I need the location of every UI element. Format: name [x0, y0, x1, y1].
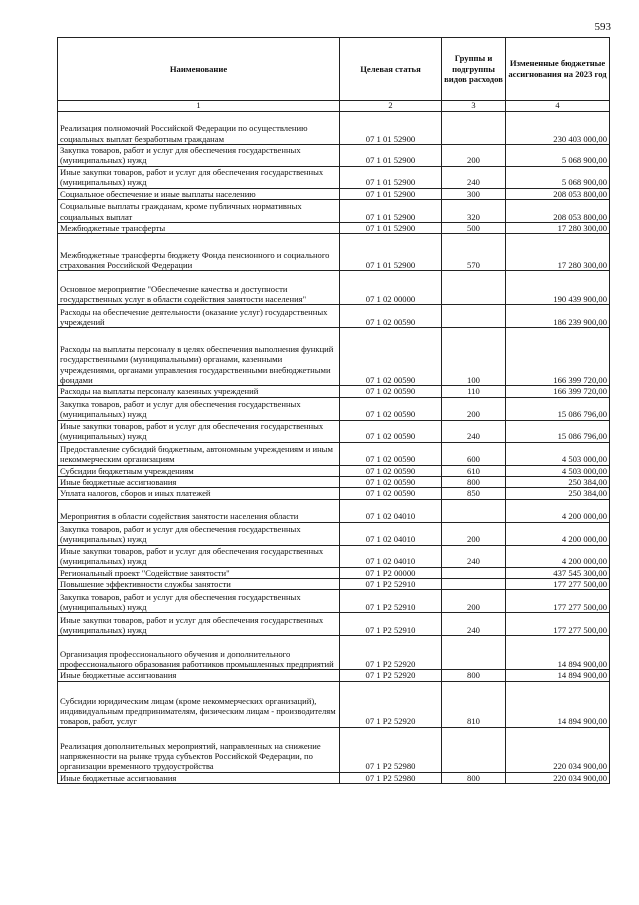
row-target-code: 07 1 02 04010 — [340, 499, 442, 522]
row-amount: 177 277 500,00 — [506, 590, 610, 613]
table-row — [58, 636, 610, 670]
row-name: Иные бюджетные ассигнования — [58, 670, 340, 681]
row-amount: 4 503 000,00 — [506, 465, 610, 476]
row-expense-group: 800 — [442, 670, 506, 681]
row-expense-group: 240 — [442, 613, 506, 636]
table-row — [58, 145, 610, 167]
column-number: 1 — [58, 101, 340, 112]
row-target-code: 07 1 02 00590 — [340, 305, 442, 328]
row-expense-group: 850 — [442, 488, 506, 499]
row-amount: 15 086 796,00 — [506, 420, 610, 442]
table-row — [58, 499, 610, 522]
table-row — [58, 567, 610, 578]
table-row — [58, 522, 610, 545]
table-row — [58, 328, 610, 386]
row-amount: 5 068 900,00 — [506, 166, 610, 188]
row-name: Субсидии юридическим лицам (кроме некоммерческих организаций), индивидуальным предпринимателям, физическим лицам - производителям товаров, работ, услуг — [58, 681, 340, 727]
row-amount: 230 403 000,00 — [506, 112, 610, 145]
table-row — [58, 465, 610, 476]
row-amount: 220 034 900,00 — [506, 772, 610, 783]
row-expense-group: 240 — [442, 545, 506, 567]
row-name: Мероприятия в области содействия занятости населения области — [58, 499, 340, 522]
row-amount: 17 280 300,00 — [506, 223, 610, 234]
row-target-code: 07 1 01 52900 — [340, 223, 442, 234]
row-name: Закупка товаров, работ и услуг для обеспечения государственных (муниципальных) нужд — [58, 145, 340, 167]
row-target-code: 07 1 02 00590 — [340, 488, 442, 499]
row-name: Иные закупки товаров, работ и услуг для обеспечения государственных (муниципальных) нужд — [58, 613, 340, 636]
row-target-code: 07 1 01 52900 — [340, 166, 442, 188]
table-row — [58, 442, 610, 465]
row-amount: 5 068 900,00 — [506, 145, 610, 167]
row-expense-group: 200 — [442, 590, 506, 613]
row-name: Субсидии бюджетным учреждениям — [58, 465, 340, 476]
row-amount: 4 200 000,00 — [506, 522, 610, 545]
row-target-code: 07 1 02 00590 — [340, 397, 442, 420]
row-expense-group: 600 — [442, 442, 506, 465]
row-target-code: 07 1 01 52900 — [340, 188, 442, 199]
row-target-code: 07 1 02 00590 — [340, 328, 442, 386]
row-name: Социальное обеспечение и иные выплаты населению — [58, 188, 340, 199]
row-name: Расходы на выплаты персоналу в целях обеспечения выполнения функций государственными (муниципальными) органами, казенными учреждениями, органами управления государственными внебюджетными фондами — [58, 328, 340, 386]
row-target-code: 07 1 01 52900 — [340, 234, 442, 271]
row-target-code: 07 1 01 52900 — [340, 200, 442, 223]
row-name: Закупка товаров, работ и услуг для обеспечения государственных (муниципальных) нужд — [58, 397, 340, 420]
table-row — [58, 386, 610, 397]
row-name: Социальные выплаты гражданам, кроме публичных нормативных социальных выплат — [58, 200, 340, 223]
row-name: Межбюджетные трансферты бюджету Фонда пенсионного и социального страхования Российской Федерации — [58, 234, 340, 271]
row-amount: 4 200 000,00 — [506, 499, 610, 522]
row-amount: 15 086 796,00 — [506, 397, 610, 420]
row-target-code: 07 1 P2 52980 — [340, 727, 442, 772]
table-row — [58, 578, 610, 589]
row-expense-group: 800 — [442, 476, 506, 487]
row-amount: 208 053 800,00 — [506, 188, 610, 199]
table-row — [58, 727, 610, 772]
row-target-code: 07 1 P2 52980 — [340, 772, 442, 783]
row-name: Повышение эффективности службы занятости — [58, 578, 340, 589]
row-target-code: 07 1 02 04010 — [340, 545, 442, 567]
row-name: Расходы на выплаты персоналу казенных учреждений — [58, 386, 340, 397]
row-expense-group — [442, 499, 506, 522]
row-name: Иные закупки товаров, работ и услуг для обеспечения государственных (муниципальных) нужд — [58, 420, 340, 442]
table-row — [58, 223, 610, 234]
row-amount: 166 399 720,00 — [506, 386, 610, 397]
table-row — [58, 112, 610, 145]
row-target-code: 07 1 P2 52920 — [340, 681, 442, 727]
row-amount: 177 277 500,00 — [506, 578, 610, 589]
row-amount: 186 239 900,00 — [506, 305, 610, 328]
table-row — [58, 234, 610, 271]
table-row — [58, 488, 610, 499]
row-amount: 177 277 500,00 — [506, 613, 610, 636]
row-expense-group: 500 — [442, 223, 506, 234]
header-name: Наименование — [58, 38, 340, 101]
row-name: Иные бюджетные ассигнования — [58, 772, 340, 783]
row-amount: 208 053 800,00 — [506, 200, 610, 223]
row-target-code: 07 1 P2 52910 — [340, 613, 442, 636]
row-target-code: 07 1 02 00590 — [340, 386, 442, 397]
table-row — [58, 476, 610, 487]
row-amount: 166 399 720,00 — [506, 328, 610, 386]
header-groups: Группы и подгруппы видов расходов — [442, 38, 506, 101]
header-code: Целевая статья — [340, 38, 442, 101]
table-row — [58, 305, 610, 328]
row-expense-group — [442, 271, 506, 305]
row-expense-group: 200 — [442, 522, 506, 545]
row-name: Иные бюджетные ассигнования — [58, 476, 340, 487]
row-expense-group: 110 — [442, 386, 506, 397]
table-row — [58, 545, 610, 567]
table-row — [58, 590, 610, 613]
column-number: 4 — [506, 101, 610, 112]
row-target-code: 07 1 02 04010 — [340, 522, 442, 545]
row-target-code: 07 1 01 52900 — [340, 112, 442, 145]
table-row — [58, 166, 610, 188]
row-name: Иные закупки товаров, работ и услуг для обеспечения государственных (муниципальных) нужд — [58, 545, 340, 567]
row-expense-group — [442, 578, 506, 589]
row-expense-group: 320 — [442, 200, 506, 223]
row-name: Организация профессионального обучения и дополнительного профессионального образования работников промышленных предприятий — [58, 636, 340, 670]
table-row — [58, 397, 610, 420]
row-name: Расходы на обеспечение деятельности (оказание услуг) государственных учреждений — [58, 305, 340, 328]
table-row — [58, 613, 610, 636]
row-expense-group: 570 — [442, 234, 506, 271]
table-row — [58, 420, 610, 442]
page-number: 593 — [594, 21, 611, 33]
table-row — [58, 681, 610, 727]
row-name: Уплата налогов, сборов и иных платежей — [58, 488, 340, 499]
header-amount: Измененные бюджетные ассигнования на 2023 год — [506, 38, 610, 101]
row-target-code: 07 1 02 00590 — [340, 465, 442, 476]
row-expense-group: 810 — [442, 681, 506, 727]
column-number: 3 — [442, 101, 506, 112]
column-number: 2 — [340, 101, 442, 112]
row-target-code: 07 1 02 00590 — [340, 476, 442, 487]
row-amount: 17 280 300,00 — [506, 234, 610, 271]
row-name: Закупка товаров, работ и услуг для обеспечения государственных (муниципальных) нужд — [58, 590, 340, 613]
table-row — [58, 772, 610, 783]
row-target-code: 07 1 01 52900 — [340, 145, 442, 167]
row-amount: 14 894 900,00 — [506, 636, 610, 670]
row-amount: 437 545 300,00 — [506, 567, 610, 578]
row-name: Реализация полномочий Российской Федерации по осуществлению социальных выплат безработным гражданам — [58, 112, 340, 145]
row-amount: 250 384,00 — [506, 476, 610, 487]
row-name: Иные закупки товаров, работ и услуг для обеспечения государственных (муниципальных) нужд — [58, 166, 340, 188]
row-name: Предоставление субсидий бюджетным, автономным учреждениям и иным некоммерческим организациям — [58, 442, 340, 465]
row-expense-group: 240 — [442, 166, 506, 188]
row-name: Основное мероприятие "Обеспечение качества и доступности государственных услуг в области содействия занятости населения" — [58, 271, 340, 305]
row-target-code: 07 1 P2 00000 — [340, 567, 442, 578]
row-amount: 220 034 900,00 — [506, 727, 610, 772]
row-expense-group — [442, 305, 506, 328]
row-expense-group: 610 — [442, 465, 506, 476]
row-expense-group: 800 — [442, 772, 506, 783]
budget-table — [57, 37, 610, 784]
row-expense-group: 200 — [442, 397, 506, 420]
row-amount: 190 439 900,00 — [506, 271, 610, 305]
row-target-code: 07 1 P2 52910 — [340, 578, 442, 589]
row-target-code: 07 1 02 00000 — [340, 271, 442, 305]
row-expense-group: 240 — [442, 420, 506, 442]
column-number-row — [58, 101, 610, 112]
row-expense-group: 200 — [442, 145, 506, 167]
row-amount: 14 894 900,00 — [506, 670, 610, 681]
row-name: Региональный проект "Содействие занятости" — [58, 567, 340, 578]
row-expense-group — [442, 567, 506, 578]
table-row — [58, 188, 610, 199]
row-expense-group: 100 — [442, 328, 506, 386]
table-row — [58, 271, 610, 305]
row-name: Закупка товаров, работ и услуг для обеспечения государственных (муниципальных) нужд — [58, 522, 340, 545]
row-amount: 250 384,00 — [506, 488, 610, 499]
row-target-code: 07 1 02 00590 — [340, 420, 442, 442]
row-target-code: 07 1 P2 52920 — [340, 636, 442, 670]
table-header-row — [58, 38, 610, 101]
row-target-code: 07 1 P2 52920 — [340, 670, 442, 681]
row-expense-group — [442, 636, 506, 670]
row-expense-group: 300 — [442, 188, 506, 199]
table-row — [58, 200, 610, 223]
row-amount: 4 200 000,00 — [506, 545, 610, 567]
row-target-code: 07 1 02 00590 — [340, 442, 442, 465]
row-amount: 14 894 900,00 — [506, 681, 610, 727]
row-expense-group — [442, 112, 506, 145]
row-target-code: 07 1 P2 52910 — [340, 590, 442, 613]
row-amount: 4 503 000,00 — [506, 442, 610, 465]
row-expense-group — [442, 727, 506, 772]
row-name: Межбюджетные трансферты — [58, 223, 340, 234]
table-row — [58, 670, 610, 681]
row-name: Реализация дополнительных мероприятий, направленных на снижение напряженности на рынке труда субъектов Российской Федерации, по организации временного трудоустройства — [58, 727, 340, 772]
